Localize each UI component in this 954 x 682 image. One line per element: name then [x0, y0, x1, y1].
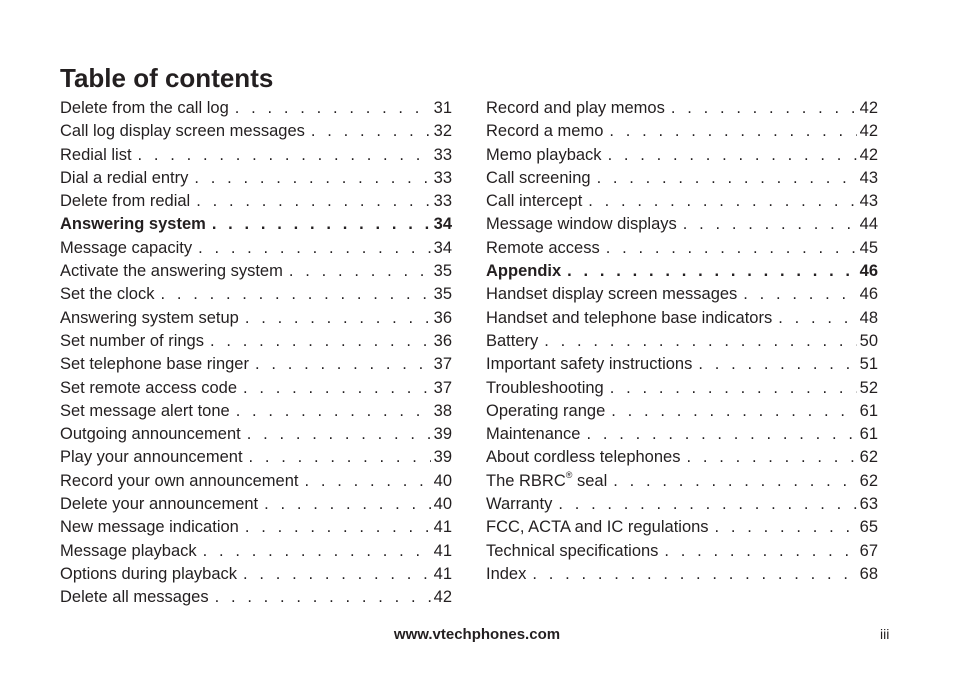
toc-leader-dots	[210, 213, 433, 236]
toc-entry-label: Appendix	[486, 262, 562, 281]
toc-entry[interactable]	[60, 190, 452, 213]
toc-leader-dots	[208, 330, 433, 353]
toc-entry[interactable]	[486, 493, 878, 516]
toc-left-column	[60, 97, 452, 610]
toc-entry-label: Answering system	[60, 215, 206, 234]
toc-entry-label: Call log display screen messages	[60, 122, 305, 141]
toc-leader-dots	[556, 493, 858, 516]
toc-entry[interactable]	[486, 516, 878, 539]
toc-entry[interactable]	[486, 400, 878, 423]
toc-entry-page: 46	[859, 262, 878, 281]
toc-entry[interactable]	[486, 470, 878, 493]
toc-entry-page: 39	[433, 425, 452, 444]
toc-entry[interactable]	[486, 353, 878, 376]
toc-entry-label: Operating range	[486, 401, 606, 420]
toc-leader-dots	[192, 167, 432, 190]
toc-entry-label: Message window displays	[486, 215, 677, 234]
toc-entry[interactable]	[60, 97, 452, 120]
toc-entry[interactable]	[486, 144, 878, 167]
toc-entry-label: Message playback	[60, 541, 197, 560]
toc-entry[interactable]	[486, 260, 878, 283]
toc-entry[interactable]	[60, 237, 452, 260]
toc-entry-label: Options during playback	[60, 564, 238, 583]
toc-entry[interactable]	[486, 540, 878, 563]
toc-entry-page: 61	[859, 401, 878, 420]
toc-entry[interactable]	[486, 446, 878, 469]
toc-entry-label: Set number of rings	[60, 331, 204, 350]
toc-entry-page: 63	[859, 495, 878, 514]
toc-entry-page: 40	[433, 495, 452, 514]
toc-leader-dots	[243, 516, 433, 539]
toc-entry-page: 52	[859, 378, 878, 397]
toc-entry[interactable]	[486, 330, 878, 353]
toc-leader-dots	[245, 423, 433, 446]
toc-leader-dots	[713, 516, 859, 539]
toc-entry-label: Dial a redial entry	[60, 168, 189, 187]
toc-entry-label: Answering system setup	[60, 308, 239, 327]
toc-entry[interactable]	[60, 493, 452, 516]
toc-entry-page: 65	[859, 518, 878, 537]
toc-leader-dots	[565, 260, 858, 283]
toc-entry-label: Record your own announcement	[60, 471, 299, 490]
toc-entry[interactable]	[486, 213, 878, 236]
toc-entry-page: 42	[859, 99, 878, 117]
toc-entry-label: Record a memo	[486, 122, 604, 141]
toc-entry-label: Set telephone base ringer	[60, 355, 249, 374]
toc-entry[interactable]	[60, 307, 452, 330]
toc-leader-dots	[696, 353, 858, 376]
toc-entry-label: The RBRC® seal	[486, 470, 608, 490]
toc-entry-label: Maintenance	[486, 425, 581, 444]
toc-leader-dots	[262, 493, 433, 516]
toc-entry-label: Call intercept	[486, 192, 583, 211]
toc-entry[interactable]	[60, 144, 452, 167]
toc-entry-page: 35	[433, 285, 452, 304]
toc-leader-dots	[608, 377, 859, 400]
toc-entry-page: 43	[859, 192, 878, 211]
toc-entry-page: 33	[433, 168, 452, 187]
toc-entry-page: 48	[859, 308, 878, 327]
toc-entry[interactable]	[486, 563, 878, 586]
toc-entry[interactable]	[486, 237, 878, 260]
toc-leader-dots	[213, 586, 433, 609]
toc-entry-label: Delete your announcement	[60, 495, 259, 514]
toc-leader-dots	[662, 540, 858, 563]
toc-leader-dots	[584, 423, 858, 446]
toc-entry-page: 62	[859, 448, 878, 467]
toc-entry-page: 51	[859, 355, 878, 374]
toc-leader-dots	[609, 400, 858, 423]
toc-entry-page: 68	[859, 564, 878, 583]
toc-entry[interactable]	[60, 213, 452, 236]
toc-entry-page: 43	[859, 168, 878, 187]
toc-entry-label: FCC, ACTA and IC regulations	[486, 518, 709, 537]
toc-entry-page: 45	[859, 238, 878, 257]
toc-leader-dots	[606, 144, 859, 167]
toc-leader-dots	[234, 400, 433, 423]
toc-right-column	[486, 97, 878, 586]
toc-leader-dots	[247, 446, 433, 469]
toc-leader-dots	[741, 283, 858, 306]
toc-entry[interactable]	[486, 377, 878, 400]
toc-leader-dots	[681, 213, 859, 236]
toc-entry-page: 31	[433, 99, 452, 117]
toc-entry-page: 36	[433, 331, 452, 350]
toc-leader-dots	[287, 260, 433, 283]
toc-entry-label: Important safety instructions	[486, 355, 693, 374]
toc-entry-page: 50	[859, 331, 878, 350]
toc-entry-label: Handset and telephone base indicators	[486, 308, 773, 327]
toc-entry-page: 33	[433, 145, 452, 164]
toc-entry-page: 38	[433, 401, 452, 420]
toc-entry-page: 42	[859, 122, 878, 141]
toc-leader-dots	[611, 470, 858, 493]
toc-entry-label: Redial list	[60, 145, 132, 164]
toc-leader-dots	[607, 120, 858, 143]
toc-entry-label: Outgoing announcement	[60, 425, 241, 444]
toc-entry-page: 46	[859, 285, 878, 304]
toc-entry[interactable]	[60, 446, 452, 469]
toc-leader-dots	[595, 167, 859, 190]
toc-entry-label: Battery	[486, 331, 539, 350]
toc-leader-dots	[684, 446, 858, 469]
toc-leader-dots	[241, 377, 433, 400]
toc-entry-label: Set message alert tone	[60, 401, 230, 420]
toc-entry[interactable]	[486, 120, 878, 143]
toc-leader-dots	[194, 190, 432, 213]
toc-leader-dots	[243, 307, 433, 330]
toc-leader-dots	[586, 190, 858, 213]
toc-leader-dots	[233, 97, 433, 120]
toc-entry-page: 61	[859, 425, 878, 444]
toc-entry[interactable]	[60, 423, 452, 446]
toc-entry[interactable]	[486, 97, 878, 120]
toc-entry-label: Memo playback	[486, 145, 602, 164]
toc-entry-label: Delete all messages	[60, 588, 209, 607]
toc-entry-page: 41	[433, 518, 452, 537]
toc-entry[interactable]	[60, 353, 452, 376]
footer-url[interactable]: www.vtechphones.com	[393, 626, 561, 643]
toc-leader-dots	[241, 563, 433, 586]
toc-entry-page: 39	[433, 448, 452, 467]
toc-entry-label: New message indication	[60, 518, 239, 537]
toc-entry[interactable]	[486, 423, 878, 446]
toc-entry[interactable]	[486, 190, 878, 213]
toc-entry[interactable]	[60, 330, 452, 353]
toc-entry-page: 34	[433, 215, 452, 234]
toc-entry[interactable]	[60, 586, 452, 609]
toc-entry[interactable]	[60, 540, 452, 563]
toc-entry[interactable]	[486, 283, 878, 306]
toc-entry[interactable]	[60, 563, 452, 586]
toc-entry-page: 37	[433, 378, 452, 397]
toc-entry-label: About cordless telephones	[486, 448, 681, 467]
toc-entry-page: 34	[433, 238, 452, 257]
toc-entry-page: 62	[859, 471, 878, 490]
toc-entry-page: 41	[433, 541, 452, 560]
toc-leader-dots	[136, 144, 433, 167]
toc-entry-label: Record and play memos	[486, 99, 665, 117]
toc-entry-label: Remote access	[486, 238, 600, 257]
footer-page-number: iii	[880, 626, 890, 642]
toc-leader-dots	[302, 470, 432, 493]
toc-leader-dots	[253, 353, 433, 376]
toc-entry-label: Troubleshooting	[486, 378, 604, 397]
toc-entry[interactable]	[60, 377, 452, 400]
toc-leader-dots	[158, 283, 432, 306]
toc-entry[interactable]	[486, 167, 878, 190]
toc-entry-page: 42	[859, 145, 878, 164]
toc-entry-page: 44	[859, 215, 878, 234]
toc-entry[interactable]	[60, 470, 452, 493]
toc-entry-page: 37	[433, 355, 452, 374]
toc-entry[interactable]	[60, 260, 452, 283]
toc-entry-page: 67	[859, 541, 878, 560]
page-title: Table of contents	[60, 63, 274, 93]
toc-leader-dots	[309, 120, 433, 143]
toc-entry-page: 36	[433, 308, 452, 327]
toc-entry-label: Set remote access code	[60, 378, 238, 397]
toc-leader-dots	[776, 307, 858, 330]
toc-entry-label: Delete from redial	[60, 192, 191, 211]
toc-entry[interactable]	[60, 120, 452, 143]
toc-leader-dots	[201, 540, 433, 563]
toc-entry-page: 40	[433, 471, 452, 490]
toc-leader-dots	[542, 330, 858, 353]
toc-entry-label: Warranty	[486, 495, 553, 514]
toc-entry-label: Technical specifications	[486, 541, 659, 560]
toc-entry-page: 35	[433, 262, 452, 281]
toc-entry-label: Delete from the call log	[60, 99, 229, 117]
toc-entry-label: Call screening	[486, 168, 591, 187]
toc-entry[interactable]	[60, 283, 452, 306]
toc-entry[interactable]	[60, 400, 452, 423]
toc-entry-label: Handset display screen messages	[486, 285, 738, 304]
toc-entry-page: 33	[433, 192, 452, 211]
toc-entry[interactable]	[60, 167, 452, 190]
toc-entry[interactable]	[486, 307, 878, 330]
toc-entry-label: Message capacity	[60, 238, 193, 257]
toc-leader-dots	[669, 97, 859, 120]
toc-entry-label: Set the clock	[60, 285, 155, 304]
toc-leader-dots	[604, 237, 859, 260]
toc-entry-page: 41	[433, 564, 452, 583]
toc-leader-dots	[196, 237, 433, 260]
toc-entry-label: Index	[486, 564, 527, 583]
toc-entry-label: Activate the answering system	[60, 262, 283, 281]
toc-entry-page: 32	[433, 122, 452, 141]
toc-leader-dots	[530, 563, 858, 586]
toc-entry[interactable]	[60, 516, 452, 539]
toc-entry-page: 42	[433, 588, 452, 607]
toc-entry-label: Play your announcement	[60, 448, 243, 467]
